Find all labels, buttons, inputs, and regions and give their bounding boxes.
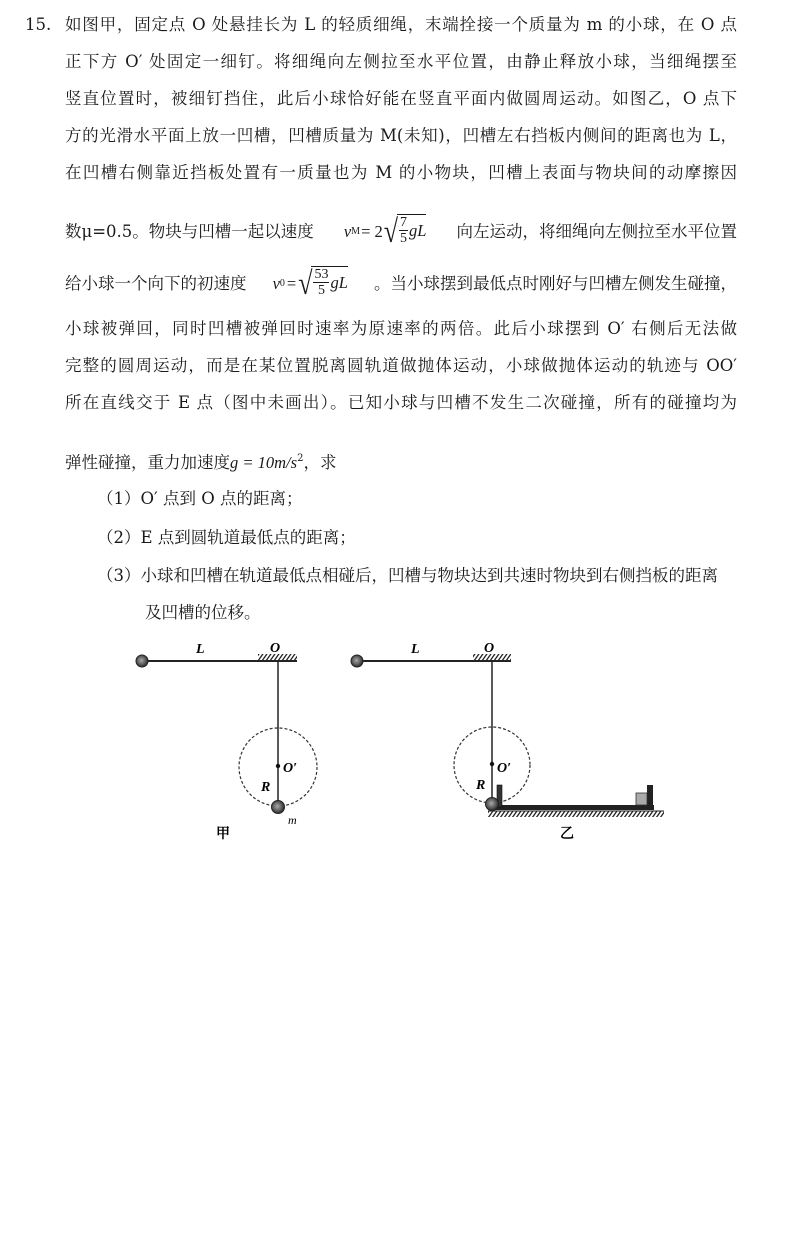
gravity-value: g = 10m/s bbox=[230, 453, 298, 472]
line11-pre: 弹性碰撞，重力加速度 bbox=[65, 453, 230, 472]
line7-post: 。当小球摆到最低点时刚好与凹槽左侧发生碰撞， bbox=[373, 274, 737, 293]
question-3: （3）小球和凹槽在轨道最低点相碰后，凹槽与物块达到共速时物块到右侧挡板的距离 bbox=[97, 566, 718, 585]
sub-0: 0 bbox=[279, 278, 285, 289]
ball-left bbox=[136, 655, 148, 667]
question-2: （2）E 点到圆轨道最低点的距离； bbox=[97, 528, 356, 547]
sqrt: √ $\frac{53}{5}$ gL bbox=[298, 265, 348, 302]
caption-yi: 乙 bbox=[560, 826, 574, 842]
numerator: 53 bbox=[314, 267, 329, 282]
block bbox=[636, 793, 647, 805]
caption-jia: 甲 bbox=[216, 826, 230, 842]
denominator: 5 bbox=[400, 231, 408, 246]
problem-line-8: 小球被弹回，同时凹槽被弹回时速率为原速率的两倍。此后小球摆到 O′ 右侧后无法做 bbox=[65, 319, 737, 338]
ball-bottom bbox=[486, 798, 499, 811]
var-v: v bbox=[272, 274, 280, 293]
equals-2: = 2 bbox=[361, 222, 383, 241]
line11-post: ，求 bbox=[303, 453, 337, 472]
line6-pre: 数μ=0.5。物块与凹槽一起以速度 bbox=[65, 222, 314, 241]
question-3-cont: 及凹槽的位移。 bbox=[145, 603, 261, 622]
figure-jia bbox=[136, 641, 317, 842]
line7-pre: 给小球一个向下的初速度 bbox=[65, 274, 247, 293]
problem-line-3: 竖直位置时，被细钉挡住，此后小球恰好能在竖直平面内做圆周运动。如图乙，O 点下 bbox=[65, 89, 737, 108]
denominator: 5 bbox=[317, 283, 325, 298]
label-O: O bbox=[484, 641, 495, 656]
label-R: R bbox=[261, 780, 271, 795]
gL: gL bbox=[409, 220, 427, 240]
problem-number: 15. bbox=[25, 15, 52, 34]
problem-line-4: 方的光滑水平面上放一凹槽，凹槽质量为 M(未知)，凹槽左右挡板内侧间的距离也为 L， bbox=[65, 126, 737, 145]
line6-post: 向左运动，将细绳向左侧拉至水平位置 bbox=[456, 222, 737, 241]
sqrt: √ $\frac{7}{5}$ gL bbox=[383, 213, 427, 250]
problem-line-5: 在凹槽右侧靠近挡板处置有一质量也为 M 的小物块，凹槽上表面与物块间的动摩擦因 bbox=[65, 163, 737, 182]
ground-hatch bbox=[488, 811, 664, 817]
problem-line-1: 如图甲，固定点 O 处悬挂长为 L 的轻质细绳，末端拴接一个质量为 m 的小球，在 O 点 bbox=[65, 15, 737, 34]
nail-point bbox=[490, 762, 494, 766]
var-v: v bbox=[343, 222, 352, 241]
label-m: m bbox=[288, 813, 297, 827]
groove-base bbox=[494, 805, 654, 810]
label-O: O bbox=[270, 641, 281, 656]
label-L: L bbox=[196, 642, 205, 657]
figure-yi bbox=[351, 641, 664, 842]
problem-line-9: 完整的圆周运动，而是在某位置脱离圆轨道做抛体运动，小球做抛体运动的轨迹与 OO′ bbox=[65, 356, 737, 375]
gL: gL bbox=[330, 272, 348, 292]
nail-point bbox=[276, 764, 280, 768]
label-R: R bbox=[476, 778, 486, 793]
problem-line-2: 正下方 O′ 处固定一细钉。将细绳向左侧拉至水平位置，由静止释放小球，当细绳摆至 bbox=[65, 52, 737, 71]
ball-left bbox=[351, 655, 363, 667]
sub-M: M bbox=[351, 226, 361, 237]
label-L: L bbox=[411, 642, 420, 657]
label-O-prime: O′ bbox=[283, 761, 298, 776]
exponent: 2 bbox=[297, 453, 304, 464]
groove-right-wall bbox=[647, 785, 653, 807]
numerator: 7 bbox=[400, 215, 408, 230]
question-1: （1）O′ 点到 O 点的距离； bbox=[97, 489, 303, 508]
label-O-prime: O′ bbox=[497, 761, 512, 776]
equals: = bbox=[286, 274, 297, 293]
ball-bottom bbox=[272, 801, 285, 814]
problem-line-10: 所在直线交于 E 点（图中未画出）。已知小球与凹槽不发生二次碰撞，所有的碰撞均为 bbox=[65, 393, 737, 412]
